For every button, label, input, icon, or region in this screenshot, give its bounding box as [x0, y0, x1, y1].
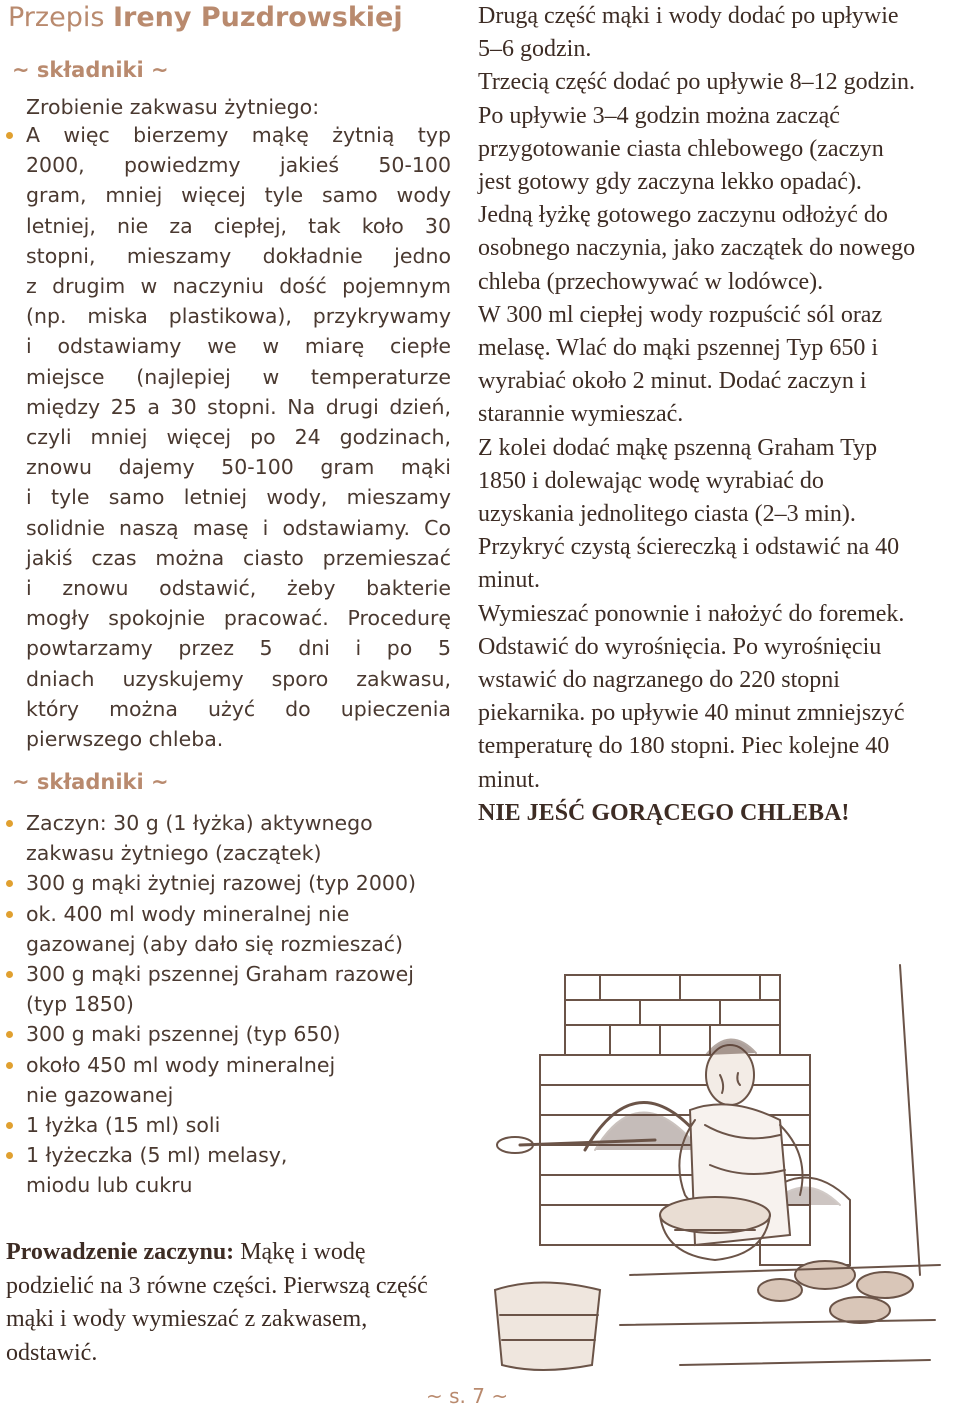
method-line: czyli mniej więcej po 24 godzinach,: [26, 425, 451, 450]
method-line: solidnie naszą masę i odstawiamy. Co: [26, 515, 451, 540]
bullet-icon: [6, 911, 13, 918]
instruction-paragraph: Wymieszać ponownie i nałożyć do foremek. Odstawić do wyrośnięcia. Po wyrośnięciu wstawić do nagrzanego do 220 stopni piekarnika. po upływie 40 minut zmniejszyć temperaturę do 180 stopni. Piec kolejne 40 minut.: [478, 600, 905, 793]
warning-text: NIE JEŚĆ GORĄCEGO CHLEBA!: [478, 799, 850, 826]
ingredient-line: ok. 400 ml wody mineralnej nie: [26, 901, 350, 926]
bullet-icon: [6, 1152, 13, 1159]
ingredients-heading-2: ~ składniki ~: [12, 770, 169, 794]
ingredient-line: zakwasu żytniego (zaczątek): [26, 841, 322, 866]
ingredient-item: [26, 899, 451, 959]
starter-intro: Zrobienie zakwasu żytniego:: [26, 95, 320, 119]
ingredient-line: 300 g maki pszennej (typ 650): [26, 1022, 341, 1047]
bullet-icon: [6, 971, 13, 978]
bullet-icon: [6, 1062, 13, 1069]
baker-oven-illustration: [480, 945, 950, 1385]
page-title: [8, 0, 448, 36]
ingredient-line: miodu lub cukru: [26, 1173, 193, 1198]
ingredient-line: 300 g mąki pszennej Graham razowej: [26, 962, 414, 987]
method-line: 2000, powiedzmy jakieś 50-100: [26, 153, 451, 178]
method-line: gram, mniej więcej tyle samo wody: [26, 183, 451, 208]
instruction-paragraph: Przykryć czystą ściereczką i odstawić na 40 minut.: [478, 534, 900, 594]
ingredient-item: [26, 1110, 451, 1140]
method-line: stopni, mieszamy dokładnie jedno: [26, 243, 451, 268]
method-line: miejsce (najlepiej w temperaturze: [26, 364, 451, 389]
ingredient-item: [26, 1140, 451, 1200]
bullet-icon: [6, 1122, 13, 1129]
method-line: powtarzamy przez 5 dni i po 5: [26, 636, 451, 661]
method-line: dniach uzyskujemy sporo zakwasu,: [26, 666, 451, 691]
instruction-paragraph: W 300 ml ciepłej wody rozpuścić sól oraz melasę. Wlać do mąki pszennej Typ 650 i wyrabiać około 2 minut. Dodać zaczyn i starannie wymieszać.: [478, 301, 883, 428]
method-line: pierwszego chleba.: [26, 727, 224, 752]
method-line: jakiś czas można ciasto przemieszać: [26, 545, 451, 570]
preparation-text: Mąkę i wodę podzielić na 3 równe części. Pierwszą część mąki i wody wymieszać z zakwasem, odstawić.: [6, 1239, 428, 1366]
ingredients-list: [26, 808, 451, 1201]
list-item: [26, 120, 451, 754]
ingredient-item: [26, 1019, 451, 1049]
method-line: znowu dajemy 50-100 gram mąki: [26, 455, 451, 480]
ingredient-line: około 450 ml wody mineralnej: [26, 1052, 336, 1077]
ingredient-item: [26, 1050, 451, 1110]
instruction-paragraph: Po upływie 3–4 godzin można zacząć przygotowanie ciasta chlebowego (zaczyn jest gotowy gdy zaczyna lekko opadać).: [478, 102, 884, 196]
starter-method-list: [26, 120, 451, 754]
method-line: (np. miska plastikowa), przykrywamy: [26, 304, 451, 329]
instruction-paragraph: Trzecią część dodać po upływie 8–12 godzin.: [478, 69, 915, 96]
ingredient-line: 1 łyżeczka (5 ml) melasy,: [26, 1143, 288, 1168]
ingredient-item: [26, 808, 451, 868]
method-line: letniej, nie za ciepłej, tak koło 30: [26, 213, 451, 238]
method-line: między 25 a 30 stopni. Na drugi dzień,: [26, 394, 451, 419]
page-number: ~ s. 7 ~: [426, 1384, 509, 1408]
title-prefix: Przepis: [8, 2, 105, 33]
ingredient-item: [26, 959, 451, 1019]
starter-method-text: [26, 120, 451, 754]
method-line: A więc bierzemy mąkę żytnią typ: [26, 123, 451, 147]
ingredient-line: nie gazowanej: [26, 1082, 174, 1107]
bullet-icon: [6, 880, 13, 887]
title-author: Ireny Puzdrowskiej: [113, 2, 403, 33]
bullet-icon: [6, 820, 13, 827]
method-line: który można użyć do upieczenia: [26, 696, 451, 721]
ingredient-line: 1 łyżka (15 ml) soli: [26, 1113, 221, 1138]
preparation-paragraph: [6, 1236, 448, 1370]
ingredient-item: [26, 868, 451, 898]
method-line: z drugim w naczyniu dość pojemnym: [26, 274, 451, 299]
bullet-icon: [6, 132, 13, 139]
method-line: mogły spokojnie pracować. Procedurę: [26, 606, 451, 631]
preparation-label: Prowadzenie zaczynu:: [6, 1239, 235, 1265]
ingredient-line: Zaczyn: 30 g (1 łyżka) aktywnego: [26, 811, 373, 835]
instruction-paragraph: Drugą część mąki i wody dodać po upływie 5–6 godzin.: [478, 3, 899, 63]
ingredients-heading-1: ~ składniki ~: [12, 58, 169, 82]
instructions-text: [478, 0, 920, 797]
method-line: i tyle samo letniej wody, mieszamy: [26, 485, 451, 510]
method-line: i odstawiamy we w miarę ciepłe: [26, 334, 451, 359]
ingredient-line: (typ 1850): [26, 992, 134, 1017]
ingredient-line: gazowanej (aby dało się rozmieszać): [26, 931, 404, 956]
method-line: i znowu odstawić, żeby bakterie: [26, 576, 451, 601]
ingredient-line: 300 g mąki żytniej razowej (typ 2000): [26, 871, 416, 896]
instruction-paragraph: Jedną łyżkę gotowego zaczynu odłożyć do osobnego naczynia, jako zaczątek do nowego chleba (przechowywać w lodówce).: [478, 202, 916, 295]
instructions-column: [478, 0, 920, 830]
bullet-icon: [6, 1031, 13, 1038]
instruction-paragraph: Z kolei dodać mąkę pszenną Graham Typ 1850 i dolewając wodę wyrabiać do uzyskania jednolitego ciasta (2–3 min).: [478, 434, 878, 528]
